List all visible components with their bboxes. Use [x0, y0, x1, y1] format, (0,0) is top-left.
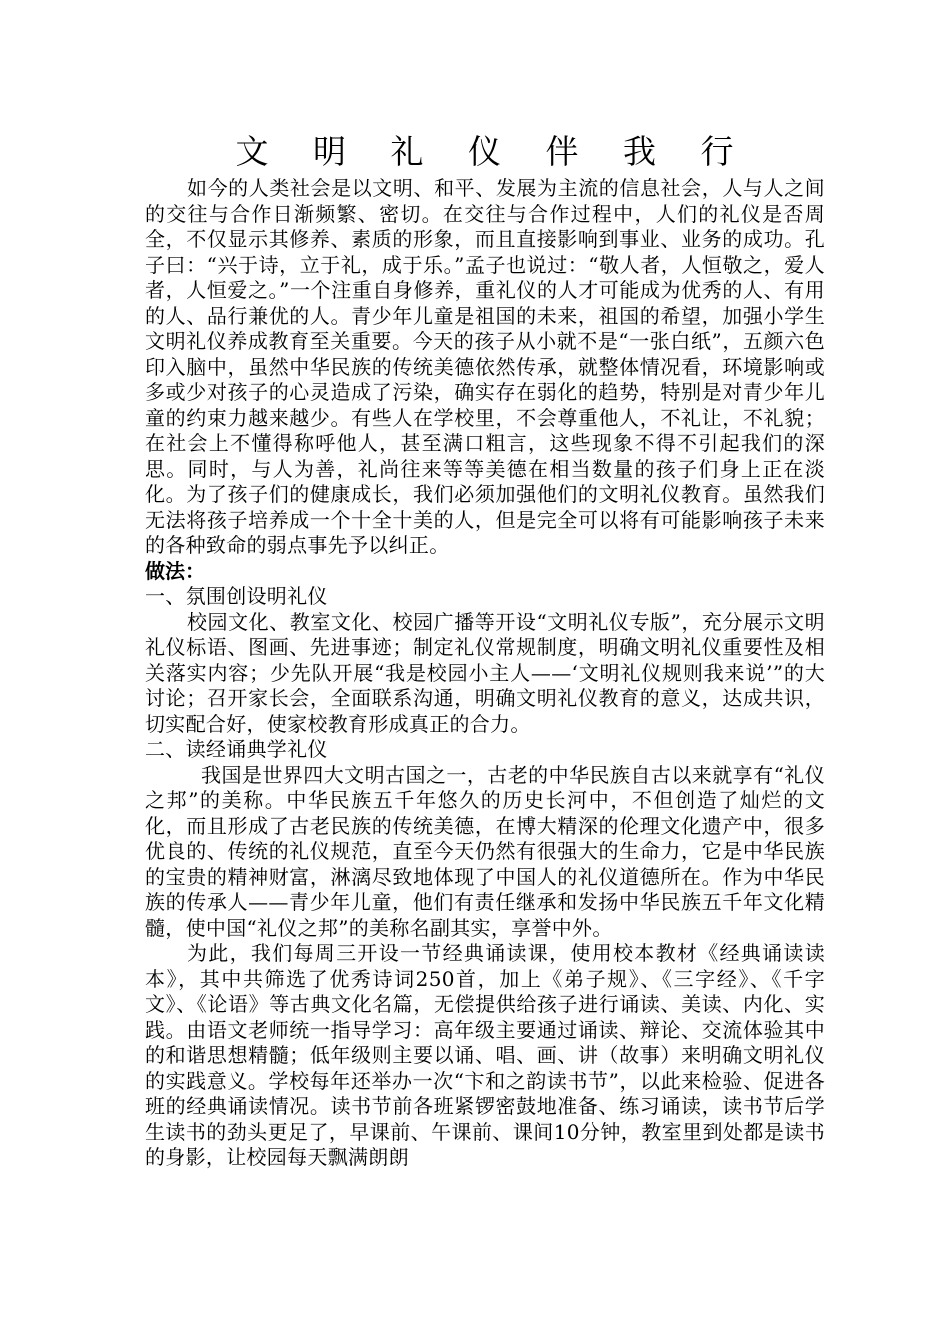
methods-heading: 做法：	[145, 558, 205, 583]
section2-paragraph-1: 我国是世界四大文明古国之一，古老的中华民族自古以来就享有“礼仪之邦”的美称。中华民族五千年悠久的历史长河中，不但创造了灿烂的文化，而且形成了古老民族的传统美德，在博大精深的伦理文化遗产中，很多优良的、传统的礼仪规范，直至今天仍然有很强大的生命力，它是中华民族的宝贵的精神财富，淋漓尽致地体现了中国人的礼仪道德所在。作为中华民族的传承人——青少年儿童，他们有责任继承和发扬中华民族五千年文化精髓，使中国“礼仪之邦”的美称名副其实，享誉中外。	[145, 762, 825, 940]
document-page	[145, 128, 825, 1171]
section2-heading: 二、读经诵典学礼仪	[145, 737, 328, 761]
section1-paragraph: 校园文化、教室文化、校园广播等开设“文明礼仪专版”，充分展示文明礼仪标语、图画、先进事迹；制定礼仪常规制度，明确文明礼仪重要性及相关落实内容；少先队开展“我是校园小主人——‘文明礼仪规则我来说’”的大讨论；召开家长会，全面联系沟通，明确文明礼仪教育的意义，达成共识，切实配合好，使家校教育形成真正的合力。	[145, 609, 825, 736]
section2-paragraph-2: 为此，我们每周三开设一节经典诵读课，使用校本教材《经典诵读读本》，其中共筛选了优秀诗词250首，加上《弟子规》、《三字经》、《千字文》、《论语》等古典文化名篇，无偿提供给孩子进行诵读、美读、内化、实践。由语文老师统一指导学习：高年级主要通过诵读、辩论、交流体验其中的和谐思想精髓；低年级则主要以诵、唱、画、讲（故事）来明确文明礼仪的实践意义。学校每年还举办一次“卞和之韵读书节”，以此来检验、促进各班的经典诵读情况。读书节前各班紧锣密鼓地准备、练习诵读，读书节后学生读书的劲头更足了，早课前、午课前、课间10分钟，教室里到处都是读书的身影，让校园每天飘满朗朗	[145, 941, 825, 1169]
intro-paragraph: 如今的人类社会是以文明、和平、发展为主流的信息社会，人与人之间的交往与合作日渐频繁、密切。在交往与合作过程中，人们的礼仪是否周全，不仅显示其修养、素质的形象，而且直接影响到事业、业务的成功。孔子曰：“兴于诗，立于礼，成于乐。”孟子也说过：“敬人者，人恒敬之，爱人者，人恒爱之。”一个注重自身修养，重礼仪的人才可能成为优秀的人、有用的人、品行兼优的人。青少年儿童是祖国的未来，祖国的希望，加强小学生文明礼仪养成教育至关重要。今天的孩子从小就不是“一张白纸”，五颜六色印入脑中，虽然中华民族的传统美德依然传承，就整体情况看，环境影响或多或少对孩子的心灵造成了污染，确实存在弱化的趋势，特别是对青少年儿童的约束力越来越少。有些人在学校里，不会尊重他人，不礼让，不礼貌；在社会上不懂得称呼他人，甚至满口粗言，这些现象不得不引起我们的深思。同时，与人为善，礼尚往来等等美德在相当数量的孩子们身上正在淡化。为了孩子们的健康成长，我们必须加强他们的文明礼仪教育。虽然我们无法将孩子培养成一个十全十美的人，但是完全可以将有可能影响孩子未来的各种致命的弱点事先予以纠正。	[145, 176, 825, 557]
section1-heading: 一、氛围创设明礼仪	[145, 584, 328, 608]
document-title: 文 明 礼 仪 伴 我 行	[235, 132, 751, 171]
